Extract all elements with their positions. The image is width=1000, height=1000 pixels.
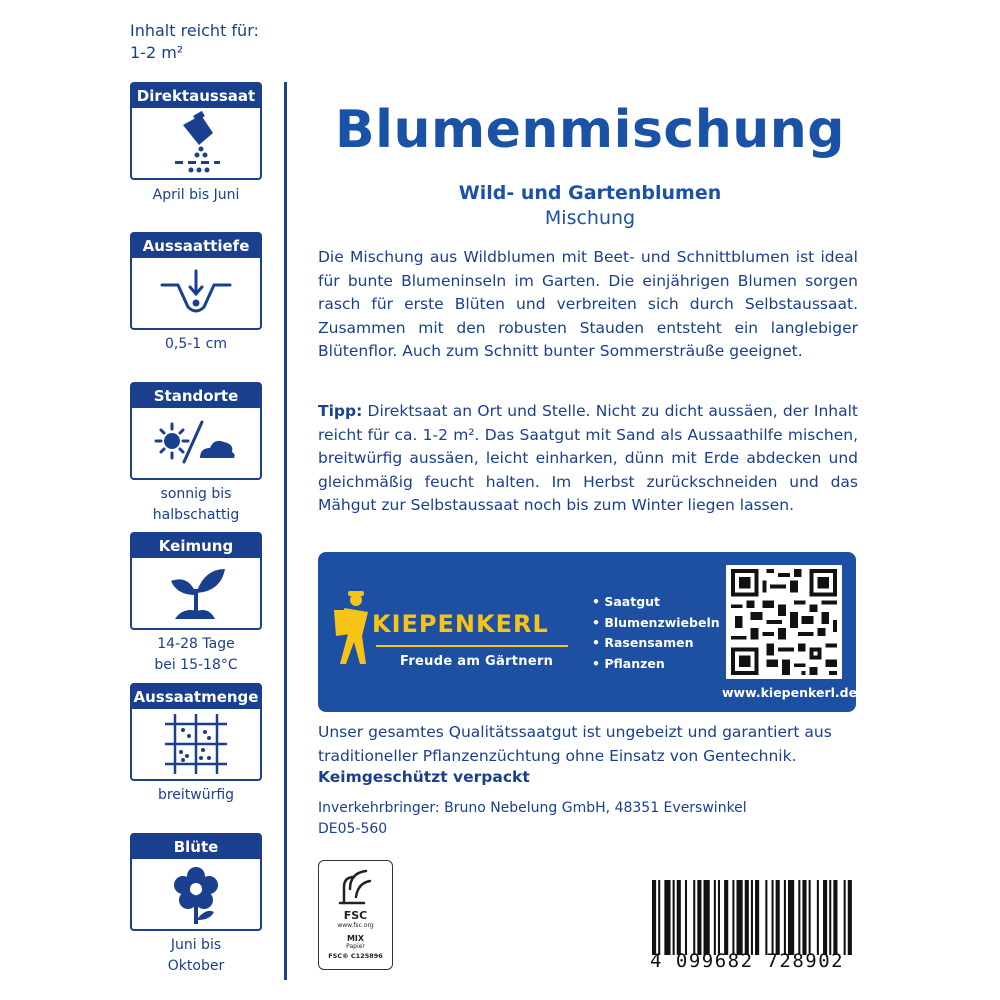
barcode-bar xyxy=(664,880,670,955)
qr-code-icon xyxy=(726,565,842,679)
packaging-note: Keimgeschützt verpackt xyxy=(318,768,530,786)
fsc-paper: Papier xyxy=(346,943,365,950)
barcode-bar xyxy=(784,880,786,955)
divider-line xyxy=(284,82,287,980)
barcode-bar xyxy=(817,880,819,955)
tip-text: Direktsaat an Ort und Stelle. Nicht zu dicht aussäen, der Inhalt reicht für ca. 1-2 m². Das Saatgut mit Sand als Aussaathilfe mischen, breitwürfig aussäen, leicht einharken, dünn mit Erde abdecken und gleichmäßig feucht halten. Im Herbst zurückschneiden und das Mähgut zur Selbstaussaat noch bis zum Winter liegen lassen. xyxy=(318,402,858,514)
location-header: Standorte xyxy=(132,384,260,408)
producer-code: DE05-560 xyxy=(318,821,388,837)
fsc-mix: MIX xyxy=(346,934,365,943)
sowing-tip xyxy=(318,400,858,518)
direct-sowing-caption-line: April bis Juni xyxy=(152,187,240,203)
fsc-web: www.fsc.org xyxy=(337,922,374,929)
sowing-amount-caption xyxy=(120,785,272,806)
brand-slogan: Freude am Gärtnern xyxy=(400,654,554,669)
location-caption-line1: sonnig bis xyxy=(160,486,232,502)
sowing-depth-icon xyxy=(132,258,260,328)
product-item: • Rasensamen xyxy=(592,635,694,650)
product-item: • Pflanzen xyxy=(592,655,665,671)
barcode-bar xyxy=(697,880,701,955)
bloom-caption-line2: Oktober xyxy=(167,958,225,974)
coverage-label: Inhalt reicht für: xyxy=(130,21,259,40)
product-item: • Blumenzwiebeln xyxy=(592,614,720,630)
product-title: Blumenmischung xyxy=(334,100,845,160)
flower-icon xyxy=(132,859,260,929)
barcode-bar xyxy=(677,880,681,955)
sowing-amount-header: Aussaatmenge xyxy=(132,685,260,709)
brand-name: KIEPENKERL xyxy=(372,610,549,638)
sowing-depth-caption xyxy=(120,334,272,355)
barcode-bar xyxy=(788,880,794,955)
fsc-code: FSC® C125896 xyxy=(328,952,383,960)
product-item: • Saatgut xyxy=(592,594,661,609)
barcode-bar xyxy=(732,880,734,955)
bloom-box xyxy=(130,833,262,931)
product-description: Die Mischung aus Wildblumen mit Beet- und Schnittblumen ist ideal für bunte Blumeninseln im Garten. Die einjährigen Blumen sorgen rasch für erste Blüten und verbreiten sich durch Selbstaussaat. Zusammen mit den robusten Stauden entsteht ein langlebiger Blütenflor. Auch zum Schnitt bunter Sommersträuße geeignet. xyxy=(318,248,858,360)
bloom-caption-line1: Juni bis xyxy=(170,937,222,953)
sowing-amount-caption-line: breitwürfig xyxy=(157,787,235,803)
barcode-icon xyxy=(652,880,856,955)
barcode-bar xyxy=(802,880,806,955)
barcode-bar xyxy=(848,880,852,955)
product-subtitle: Wild- und Gartenblumen xyxy=(458,182,722,204)
direct-sowing-header: Direktaussaat xyxy=(132,84,260,108)
barcode-bar xyxy=(798,880,800,955)
website-link[interactable]: www.kiepenkerl.de xyxy=(722,685,858,700)
germination-caption-line2: bei 15-18°C xyxy=(154,657,238,673)
fsc-logo-text: FSC xyxy=(343,909,368,922)
barcode-bar xyxy=(658,880,660,955)
fsc-label xyxy=(318,860,393,970)
seed-pour-icon xyxy=(132,108,260,178)
fsc-tree-icon xyxy=(319,867,392,911)
germination-caption xyxy=(120,634,272,676)
barcode-bar xyxy=(693,880,695,955)
barcode-bar xyxy=(704,880,710,955)
producer-info xyxy=(318,798,747,840)
sowing-depth-header: Aussaattiefe xyxy=(132,234,260,258)
direct-sowing-caption xyxy=(120,185,272,206)
barcode-bar xyxy=(724,880,728,955)
producer-line: Inverkehrbringer: Bruno Nebelung GmbH, 48351 Everswinkel xyxy=(318,800,747,816)
barcode-bar xyxy=(823,880,827,955)
coverage-info xyxy=(130,20,259,64)
location-caption-line2: halbschattig xyxy=(152,507,240,523)
germination-caption-line1: 14-28 Tage xyxy=(157,636,235,652)
barcode-bar xyxy=(685,880,687,955)
bloom-caption xyxy=(120,935,272,977)
bloom-header: Blüte xyxy=(132,835,260,859)
barcode-bar xyxy=(714,880,716,955)
ean-number: 4 099682 728902 xyxy=(650,950,845,972)
barcode-bar xyxy=(844,880,846,955)
barcode-bar xyxy=(755,880,759,955)
sowing-depth-box xyxy=(130,232,262,330)
sowing-amount-box xyxy=(130,683,262,781)
barcode-bar xyxy=(745,880,749,955)
germination-header: Keimung xyxy=(132,534,260,558)
seedling-icon xyxy=(132,558,260,628)
barcode-bar xyxy=(718,880,720,955)
barcode-bar xyxy=(829,880,831,955)
barcode-bar xyxy=(673,880,675,955)
coverage-value: 1-2 m² xyxy=(130,43,184,62)
direct-sowing-box xyxy=(130,82,262,180)
tip-label: Tipp: xyxy=(318,402,363,420)
location-box xyxy=(130,382,262,480)
product-list xyxy=(592,592,720,674)
brand-underline xyxy=(376,645,568,647)
barcode-bar xyxy=(776,880,780,955)
sowing-depth-caption-line: 0,5-1 cm xyxy=(164,336,227,352)
barcode-bar xyxy=(736,880,742,955)
location-caption xyxy=(120,484,272,526)
barcode-bar xyxy=(833,880,837,955)
sun-shade-icon xyxy=(132,408,260,478)
product-type: Mischung xyxy=(544,207,636,229)
barcode-bar xyxy=(652,880,656,955)
barcode-bar xyxy=(765,880,767,955)
quality-statement: Unser gesamtes Qualitätssaatgut ist ungebeizt und garantiert aus traditioneller Pflanzenzüchtung ohne Einsatz von Gentechnik. xyxy=(318,723,832,765)
seed-grid-icon xyxy=(132,709,260,779)
barcode-bar xyxy=(751,880,753,955)
barcode-bar xyxy=(809,880,811,955)
barcode-bar xyxy=(772,880,774,955)
germination-box xyxy=(130,532,262,630)
